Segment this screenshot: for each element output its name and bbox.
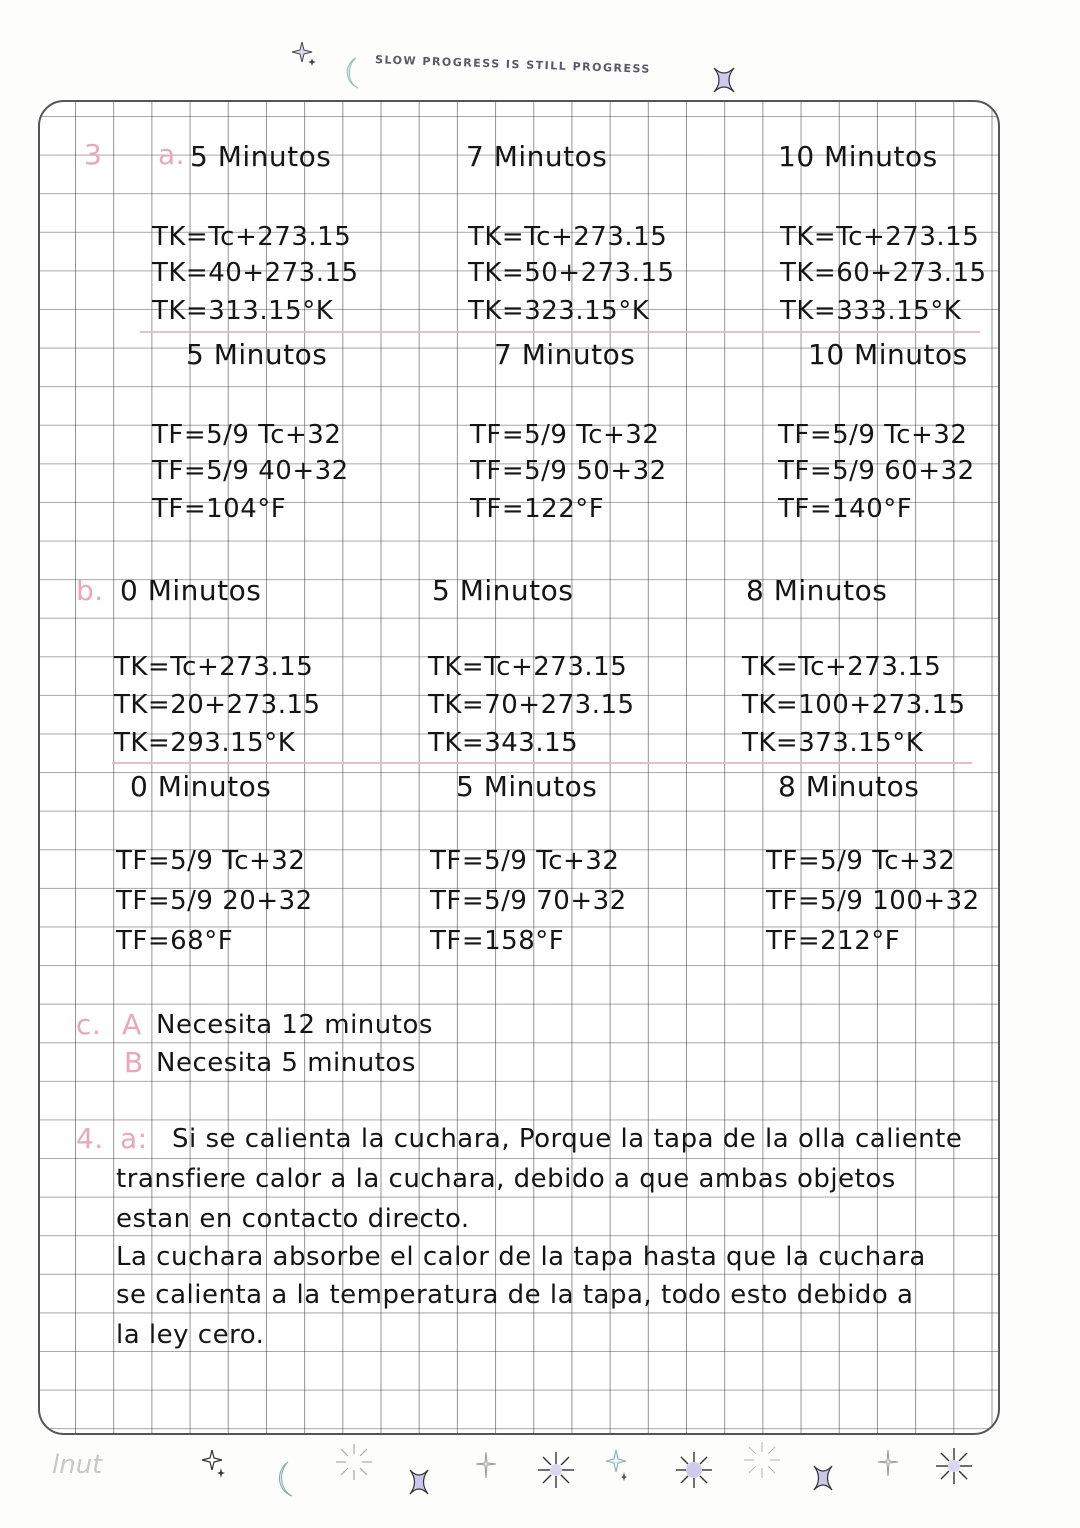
b-fahrenheit-1-line-3: TF=68°F [116,926,234,956]
b-kelvin-1-line-3: TK=293.15°K [114,728,296,758]
answer-line-1: Si se calienta la cuchara, Porque la tapa de la olla caliente [172,1124,963,1154]
b-kelvin-2-line-2: TK=70+273.15 [428,690,635,720]
answer-line-3: estan en contacto directo. [116,1204,470,1234]
a-kelvin-1-line-2: TK=40+273.15 [152,258,359,288]
section-number: 3 [84,138,103,171]
b-kelvin-title-3: 8 Minutos [746,574,888,607]
footer-decorations [0,1440,1080,1528]
b-fahrenheit-3-line-1: TF=5/9 Tc+32 [766,846,956,876]
b-kelvin-2-line-1: TK=Tc+273.15 [428,652,628,682]
sparkle-icon [876,1448,900,1478]
section-4-part-a-label: a: [120,1122,148,1155]
b-kelvin-title-2: 5 Minutos [432,574,574,607]
part-c-label: c. [76,1008,102,1041]
a-kelvin-title-2: 7 Minutos [466,140,608,173]
b-kelvin-title-1: 0 Minutos [120,574,262,607]
a-kelvin-3-line-3: TK=333.15°K [780,296,962,326]
section-4-number: 4. [76,1122,104,1155]
a-kelvin-1-line-3: TK=313.15°K [152,296,334,326]
answer-line-5: se calienta a la temperatura de la tapa, todo esto debido a [116,1280,914,1310]
star-icon [712,66,736,94]
answer-line-2: transfiere calor a la cuchara, debido a que ambas objetos [116,1164,896,1194]
sunburst-icon [536,1450,576,1490]
header-decorations [0,0,1080,100]
a-fahrenheit-1-line-2: TF=5/9 40+32 [152,456,349,486]
c-item-a-text: Necesita 12 minutos [156,1010,433,1040]
a-fahrenheit-title-2: 7 Minutos [494,338,636,371]
a-fahrenheit-3-line-1: TF=5/9 Tc+32 [778,420,968,450]
part-b-label: b. [76,574,104,607]
a-fahrenheit-3-line-3: TF=140°F [778,494,913,524]
b-kelvin-3-line-2: TK=100+273.15 [742,690,966,720]
b-fahrenheit-2-line-1: TF=5/9 Tc+32 [430,846,620,876]
b-fahrenheit-title-2: 5 Minutos [456,770,598,803]
part-a-label: a. [158,138,186,171]
a-kelvin-3-line-1: TK=Tc+273.15 [780,222,980,252]
a-fahrenheit-1-line-3: TF=104°F [152,494,287,524]
sparkle-icon [202,1448,228,1480]
moon-icon [272,1460,298,1498]
a-fahrenheit-2-line-2: TF=5/9 50+32 [470,456,667,486]
b-fahrenheit-2-line-3: TF=158°F [430,926,565,956]
b-fahrenheit-1-line-1: TF=5/9 Tc+32 [116,846,306,876]
a-kelvin-2-line-2: TK=50+273.15 [468,258,675,288]
a-kelvin-1-line-1: TK=Tc+273.15 [152,222,352,252]
a-kelvin-title-1: 5 Minutos [190,140,332,173]
sunburst-icon [742,1440,782,1480]
b-fahrenheit-2-line-2: TF=5/9 70+32 [430,886,627,916]
a-kelvin-title-3: 10 Minutos [778,140,938,173]
answer-line-6: la ley cero. [116,1320,265,1350]
a-kelvin-2-line-3: TK=323.15°K [468,296,650,326]
pink-divider-a [140,331,980,333]
star-icon [408,1468,430,1496]
b-fahrenheit-title-1: 0 Minutos [130,770,272,803]
sparkle-icon [292,40,318,68]
c-item-b-marker: B [124,1046,144,1079]
sunburst-icon [674,1450,714,1490]
sunburst-icon [934,1446,974,1486]
a-fahrenheit-3-line-2: TF=5/9 60+32 [778,456,975,486]
motto-text: SLOW PROGRESS IS STILL PROGRESS [374,53,652,76]
b-fahrenheit-title-3: 8 Minutos [778,770,920,803]
moon-icon [340,56,364,90]
b-kelvin-1-line-1: TK=Tc+273.15 [114,652,314,682]
b-fahrenheit-1-line-2: TF=5/9 20+32 [116,886,313,916]
a-fahrenheit-1-line-1: TF=5/9 Tc+32 [152,420,342,450]
c-item-b-text: Necesita 5 minutos [156,1048,416,1078]
a-kelvin-3-line-2: TK=60+273.15 [780,258,987,288]
pink-divider-b [112,762,972,764]
sunburst-icon [334,1442,374,1482]
a-kelvin-2-line-1: TK=Tc+273.15 [468,222,668,252]
sparkle-icon [606,1448,630,1482]
b-fahrenheit-3-line-3: TF=212°F [766,926,901,956]
signature: lnut [52,1450,103,1480]
star-icon [812,1464,834,1492]
c-item-a-marker: A [122,1008,142,1041]
a-fahrenheit-2-line-3: TF=122°F [470,494,605,524]
sparkle-icon [474,1450,498,1480]
answer-line-4: La cuchara absorbe el calor de la tapa hasta que la cuchara [116,1242,926,1272]
b-kelvin-2-line-3: TK=343.15 [428,728,579,758]
b-kelvin-3-line-1: TK=Tc+273.15 [742,652,942,682]
b-kelvin-3-line-3: TK=373.15°K [742,728,924,758]
a-fahrenheit-title-1: 5 Minutos [186,338,328,371]
a-fahrenheit-title-3: 10 Minutos [808,338,968,371]
a-fahrenheit-2-line-1: TF=5/9 Tc+32 [470,420,660,450]
b-fahrenheit-3-line-2: TF=5/9 100+32 [766,886,980,916]
b-kelvin-1-line-2: TK=20+273.15 [114,690,321,720]
